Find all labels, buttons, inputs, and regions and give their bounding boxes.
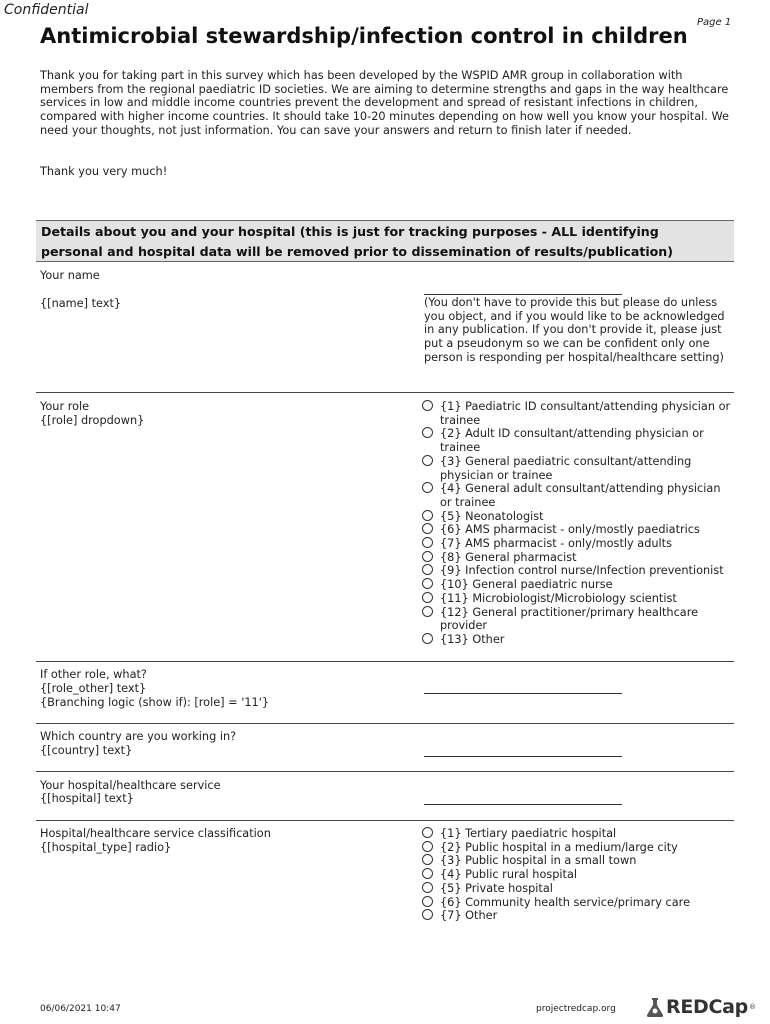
redcap-logo [644, 995, 756, 1019]
role-other-variable: {[role_other] text} [40, 682, 147, 695]
radio-button[interactable] [422, 551, 433, 562]
role-option[interactable]: {1} Paediatric ID consultant/attending physician or trainee [422, 400, 734, 427]
name-input-line[interactable] [424, 294, 622, 295]
radio-button[interactable] [422, 606, 433, 617]
row-divider [36, 820, 734, 821]
hospital-type-option[interactable]: {4} Public rural hospital [422, 868, 734, 882]
radio-button[interactable] [422, 882, 433, 893]
radio-button[interactable] [422, 854, 433, 865]
role-option[interactable]: {2} Adult ID consultant/attending physician or trainee [422, 427, 734, 454]
role-label: Your role [40, 400, 90, 413]
role-option[interactable]: {3} General paediatric consultant/attending physician or trainee [422, 455, 734, 482]
section-header [36, 220, 734, 262]
hospital-input-line[interactable] [424, 804, 622, 805]
radio-button[interactable] [422, 896, 433, 907]
thank-you-text: Thank you very much! [40, 165, 168, 178]
radio-button[interactable] [422, 564, 433, 575]
role-option[interactable]: {7} AMS pharmacist - only/mostly adults [422, 537, 734, 551]
role-option[interactable]: {8} General pharmacist [422, 551, 734, 565]
hospital-type-option[interactable]: {6} Community health service/primary care [422, 896, 734, 910]
registered-mark: ® [748, 1003, 756, 1011]
intro-paragraph: Thank you for taking part in this survey which has been developed by the WSPID AMR group in collaboration with members from the regional paediatric ID societies. We are aiming to determine strengths and gaps in the way healthcare services in low and middle income countries prevent the development and spread of resistant infections in children, compared with higher income countries. It should take 10-20 minutes depending on how well you know your hospital. We need your thoughts, not just information. You can save your answers and return to finish later if needed. [40, 69, 729, 137]
radio-button[interactable] [422, 427, 433, 438]
branching-logic: {Branching logic (show if): [role] = '11'} [40, 696, 270, 709]
row-divider [36, 723, 734, 724]
survey-title: Antimicrobial stewardship/infection control in children [40, 24, 688, 48]
radio-button[interactable] [422, 868, 433, 879]
role-option[interactable]: {11} Microbiologist/Microbiology scientist [422, 592, 734, 606]
hospital-type-label: Hospital/healthcare service classification [40, 827, 271, 840]
radio-button[interactable] [422, 523, 433, 534]
hospital-type-option[interactable]: {1} Tertiary paediatric hospital [422, 827, 734, 841]
footer-date: 06/06/2021 10:47 [40, 1004, 121, 1014]
role-option[interactable]: {4} General adult consultant/attending physician or trainee [422, 482, 734, 509]
radio-button[interactable] [422, 578, 433, 589]
hospital-type-variable: {[hospital_type] radio} [40, 841, 172, 854]
role-option[interactable]: {5} Neonatologist [422, 510, 734, 524]
role-option[interactable]: {6} AMS pharmacist - only/mostly paediatrics [422, 523, 734, 537]
hospital-label: Your hospital/healthcare service [40, 779, 221, 792]
role-option[interactable]: {10} General paediatric nurse [422, 578, 734, 592]
hospital-variable: {[hospital] text} [40, 792, 134, 805]
radio-button[interactable] [422, 592, 433, 603]
name-variable: {[name] text} [40, 297, 122, 310]
radio-button[interactable] [422, 510, 433, 521]
section-header-line-2: personal and hospital data will be removed prior to dissemination of results/publication) [41, 244, 674, 259]
radio-button[interactable] [422, 827, 433, 838]
country-input-line[interactable] [424, 756, 622, 757]
section-header-line-1: Details about you and your hospital (this is just for tracking purposes - ALL identifying [41, 224, 659, 239]
row-divider [36, 771, 734, 772]
role-variable: {[role] dropdown} [40, 414, 145, 427]
hospital-type-options [422, 827, 734, 923]
radio-button[interactable] [422, 909, 433, 920]
hospital-type-option[interactable]: {3} Public hospital in a small town [422, 854, 734, 868]
name-help-text: (You don't have to provide this but please do unless you object, and if you would like to be acknowledged in any publication. If you don't provide it, please just put a pseudonym so we can be confident only one person is responding per hospital/healthcare setting) [424, 296, 725, 364]
row-divider [36, 661, 734, 662]
role-options [422, 400, 734, 647]
radio-button[interactable] [422, 482, 433, 493]
page-number: Page 1 [697, 17, 732, 28]
role-option[interactable]: {12} General practitioner/primary healthcare provider [422, 606, 734, 633]
country-label: Which country are you working in? [40, 730, 237, 743]
country-variable: {[country] text} [40, 744, 133, 757]
role-other-label: If other role, what? [40, 668, 147, 681]
row-divider [36, 392, 734, 393]
name-label: Your name [40, 269, 100, 282]
radio-button[interactable] [422, 537, 433, 548]
hospital-type-option[interactable]: {7} Other [422, 909, 734, 923]
radio-button[interactable] [422, 400, 433, 411]
hospital-type-option[interactable]: {2} Public hospital in a medium/large city [422, 841, 734, 855]
redcap-flask-icon [644, 996, 666, 1018]
footer-site: projectredcap.org [536, 1004, 616, 1014]
hospital-type-option[interactable]: {5} Private hospital [422, 882, 734, 896]
radio-button[interactable] [422, 455, 433, 466]
radio-button[interactable] [422, 633, 433, 644]
role-option[interactable]: {13} Other [422, 633, 734, 647]
redcap-wordmark: REDCap [666, 996, 748, 1018]
radio-button[interactable] [422, 841, 433, 852]
confidential-label: Confidential [4, 2, 89, 18]
role-option[interactable]: {9} Infection control nurse/Infection preventionist [422, 564, 734, 578]
role-other-input-line[interactable] [424, 693, 622, 694]
